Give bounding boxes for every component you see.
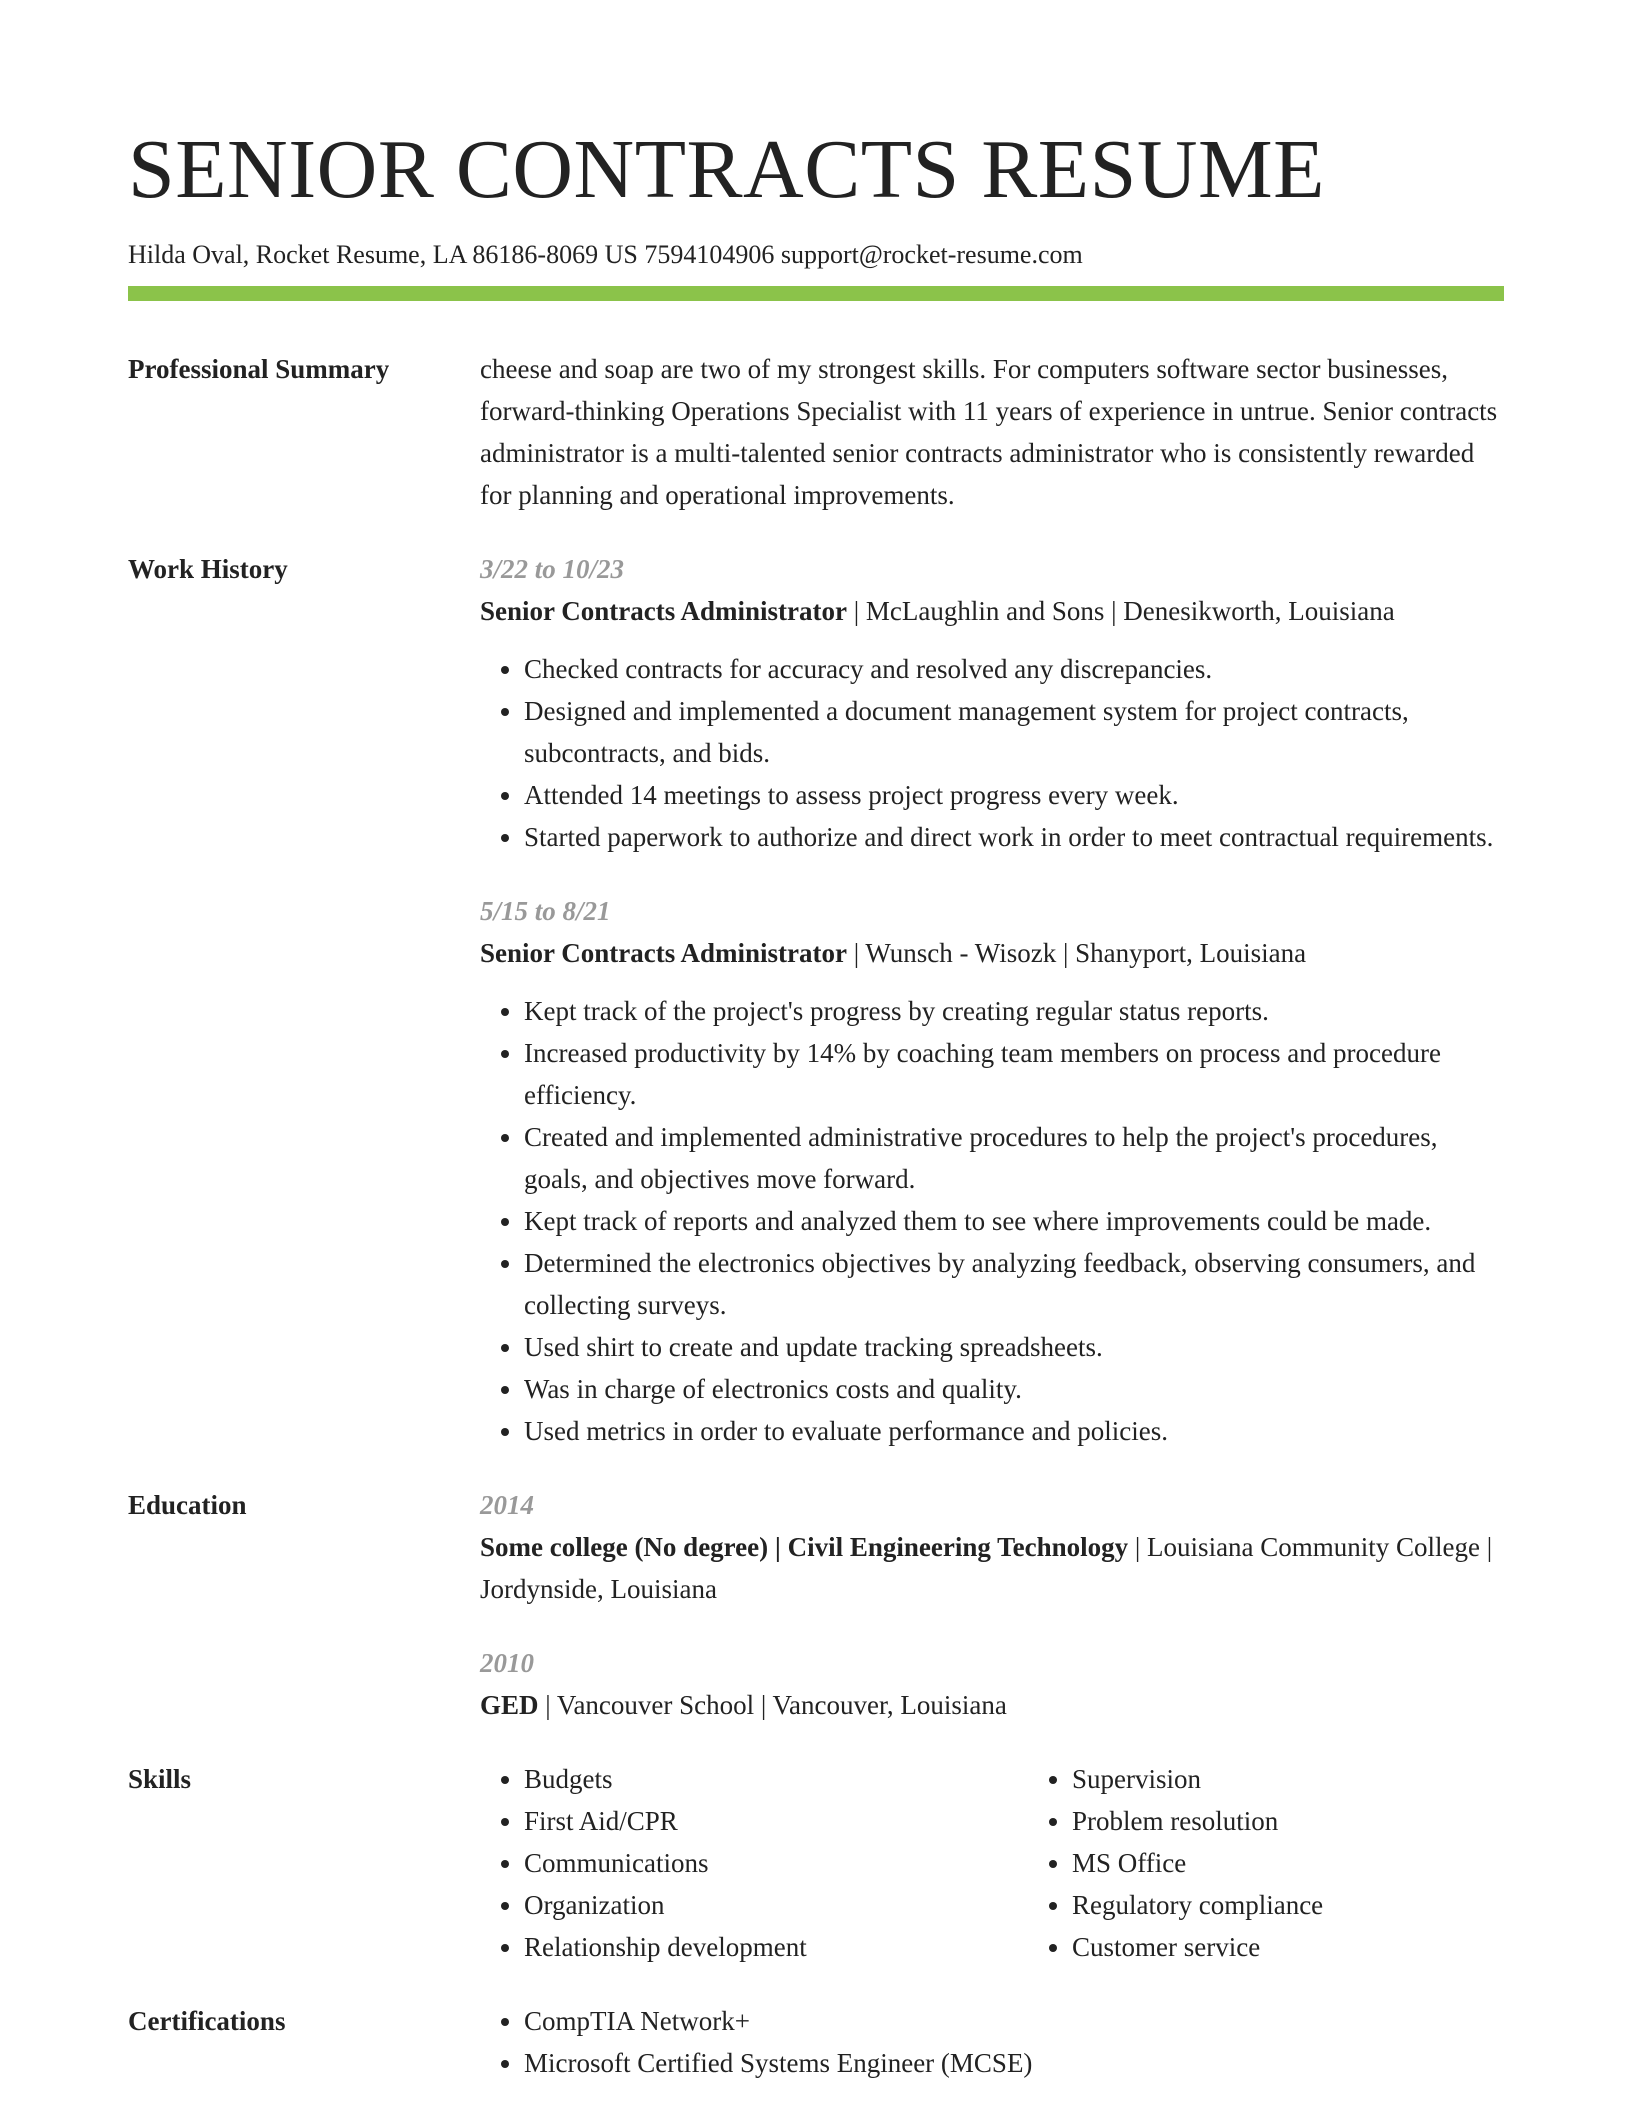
education-entry: [480, 1642, 1504, 1726]
list-item: • First Aid/CPR: [524, 1800, 1028, 1842]
education-heading: [480, 1526, 1504, 1610]
job-entry: [480, 548, 1504, 858]
list-item: • Attended 14 meetings to assess project progress every week.: [524, 774, 1504, 816]
list-item: • Regulatory compliance: [1072, 1884, 1576, 1926]
list-item: • Budgets: [524, 1758, 1028, 1800]
job-title: Senior Contracts Administrator: [480, 938, 847, 968]
list-item: • Designed and implemented a document management system for project contracts, subcontracts, and bids.: [524, 690, 1504, 774]
certifications-list: [480, 2000, 1504, 2084]
education-degree: Some college (No degree) | Civil Engineering Technology: [480, 1532, 1129, 1562]
education-degree: GED: [480, 1690, 539, 1720]
list-item: • Used shirt to create and update tracking spreadsheets.: [524, 1326, 1504, 1368]
job-heading: [480, 932, 1504, 974]
section-professional-summary: [128, 348, 1504, 516]
resume-title: SENIOR CONTRACTS RESUME: [128, 123, 1325, 216]
job-dates: 3/22 to 10/23: [480, 554, 625, 584]
list-item: • MS Office: [1072, 1842, 1576, 1884]
list-item: • Increased productivity by 14% by coaching team members on process and procedure efficiency.: [524, 1032, 1504, 1116]
job-entry: [480, 890, 1504, 1452]
section-work-history: [128, 548, 1504, 1452]
list-item: • Supervision: [1072, 1758, 1576, 1800]
skills-column-1: [480, 1758, 1028, 1968]
section-label: Work History: [128, 554, 288, 584]
section-label: Certifications: [128, 2006, 286, 2036]
section-certifications: [128, 2000, 1504, 2084]
list-item: • Kept track of the project's progress by creating regular status reports.: [524, 990, 1504, 1032]
job-heading: [480, 590, 1504, 632]
section-education: [128, 1484, 1504, 1726]
education-entry: [480, 1484, 1504, 1610]
list-item: • Checked contracts for accuracy and resolved any discrepancies.: [524, 648, 1504, 690]
education-year: 2010: [480, 1648, 534, 1678]
list-item: • Microsoft Certified Systems Engineer (MCSE): [524, 2042, 1504, 2084]
section-label: Education: [128, 1490, 247, 1520]
list-item: • Started paperwork to authorize and direct work in order to meet contractual requirements.: [524, 816, 1504, 858]
section-skills: [128, 1758, 1504, 1968]
list-item: • CompTIA Network+: [524, 2000, 1504, 2042]
resume-header: [128, 120, 1504, 272]
job-duties: [480, 990, 1504, 1452]
list-item: • Determined the electronics objectives by analyzing feedback, observing consumers, and collecting surveys.: [524, 1242, 1504, 1326]
list-item: • Used metrics in order to evaluate performance and policies.: [524, 1410, 1504, 1452]
list-item: • Was in charge of electronics costs and quality.: [524, 1368, 1504, 1410]
resume-content: [128, 348, 1504, 2084]
contact-line: Hilda Oval, Rocket Resume, LA 86186-8069 US 7594104906 support@rocket-resume.com: [128, 240, 1083, 269]
accent-divider: [128, 286, 1504, 301]
list-item: • Customer service: [1072, 1926, 1576, 1968]
summary-text: cheese and soap are two of my strongest skills. For computers software sector businesses, forward-thinking Operations Specialist with 11 years of experience in untrue. Senior contracts administrator is a multi-talented senior contracts administrator who is consistently rewarded for planning and operational improvements.: [480, 354, 1498, 510]
education-school-location: | Vancouver School | Vancouver, Louisiana: [538, 1690, 1007, 1720]
job-title: Senior Contracts Administrator: [480, 596, 847, 626]
education-school-location: | Louisiana Community College | Jordynside, Louisiana: [480, 1532, 1493, 1604]
education-year: 2014: [480, 1490, 534, 1520]
education-heading: [480, 1684, 1504, 1726]
job-employer-location: | Wunsch - Wisozk | Shanyport, Louisiana: [846, 938, 1307, 968]
list-item: • Communications: [524, 1842, 1028, 1884]
list-item: • Organization: [524, 1884, 1028, 1926]
list-item: • Relationship development: [524, 1926, 1028, 1968]
job-dates: 5/15 to 8/21: [480, 896, 611, 926]
list-item: • Kept track of reports and analyzed them to see where improvements could be made.: [524, 1200, 1504, 1242]
section-label: Skills: [128, 1764, 192, 1794]
skills-column-2: [1028, 1758, 1576, 1968]
list-item: • Created and implemented administrative procedures to help the project's procedures, goals, and objectives move forward.: [524, 1116, 1504, 1200]
list-item: • Problem resolution: [1072, 1800, 1576, 1842]
job-duties: [480, 648, 1504, 858]
section-label: Professional Summary: [128, 354, 390, 384]
job-employer-location: | McLaughlin and Sons | Denesikworth, Louisiana: [846, 596, 1395, 626]
